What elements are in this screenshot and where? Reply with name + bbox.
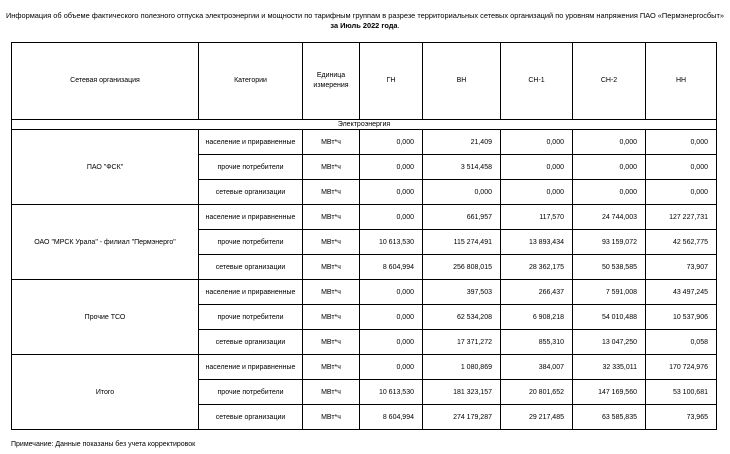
value-cell-sn2: 54 010,488 — [573, 305, 646, 330]
value-cell-gn: 0,000 — [360, 280, 423, 305]
value-cell-sn2: 93 159,072 — [573, 230, 646, 255]
value-cell-vn: 661,957 — [423, 205, 501, 230]
value-cell-sn1: 20 801,652 — [501, 380, 573, 405]
unit-cell: МВт*ч — [303, 305, 360, 330]
footnote: Примечание: Данные показаны без учета корректировок — [11, 441, 196, 448]
value-cell-sn1: 0,000 — [501, 155, 573, 180]
unit-cell: МВт*ч — [303, 355, 360, 380]
value-cell-gn: 0,000 — [360, 205, 423, 230]
value-cell-sn2: 63 585,835 — [573, 405, 646, 430]
unit-cell: МВт*ч — [303, 405, 360, 430]
org-name: Итого — [12, 355, 199, 430]
value-cell-sn1: 13 893,434 — [501, 230, 573, 255]
title-period-dot: . — [397, 21, 400, 30]
value-cell-sn2: 0,000 — [573, 130, 646, 155]
value-cell-nn: 0,000 — [646, 155, 717, 180]
title-line-1: Информация об объеме фактического полезного отпуска электроэнергии и мощности по тарифным группам в разрезе территориальных сетевых организаций по уровням напряжения ПАО «Пермэнергосбыт» — [6, 11, 724, 20]
value-cell-vn: 256 808,015 — [423, 255, 501, 280]
value-cell-nn: 0,000 — [646, 180, 717, 205]
table-row — [12, 355, 717, 380]
value-cell-sn1: 6 908,218 — [501, 305, 573, 330]
category-cell: прочие потребители — [199, 380, 303, 405]
value-cell-gn: 0,000 — [360, 355, 423, 380]
header-unit: Единица измерения — [303, 43, 360, 120]
unit-cell: МВт*ч — [303, 180, 360, 205]
table-row — [12, 130, 717, 155]
unit-cell: МВт*ч — [303, 255, 360, 280]
value-cell-gn: 8 604,994 — [360, 255, 423, 280]
value-cell-vn: 397,503 — [423, 280, 501, 305]
value-cell-vn: 181 323,157 — [423, 380, 501, 405]
category-cell: население и приравненные — [199, 355, 303, 380]
category-cell: прочие потребители — [199, 230, 303, 255]
value-cell-vn: 0,000 — [423, 180, 501, 205]
value-cell-sn2: 7 591,008 — [573, 280, 646, 305]
value-cell-sn1: 266,437 — [501, 280, 573, 305]
value-cell-sn2: 0,000 — [573, 155, 646, 180]
value-cell-gn: 0,000 — [360, 305, 423, 330]
value-cell-nn: 170 724,976 — [646, 355, 717, 380]
header-vn: ВН — [423, 43, 501, 120]
category-cell: прочие потребители — [199, 305, 303, 330]
value-cell-sn2: 50 538,585 — [573, 255, 646, 280]
unit-cell: МВт*ч — [303, 330, 360, 355]
value-cell-nn: 0,000 — [646, 130, 717, 155]
category-cell: сетевые организации — [199, 255, 303, 280]
section-label: Электроэнергия — [12, 120, 717, 130]
header-org: Сетевая организация — [12, 43, 199, 120]
unit-cell: МВт*ч — [303, 280, 360, 305]
value-cell-sn2: 147 169,560 — [573, 380, 646, 405]
value-cell-vn: 21,409 — [423, 130, 501, 155]
value-cell-sn2: 24 744,003 — [573, 205, 646, 230]
category-cell: сетевые организации — [199, 180, 303, 205]
category-cell: сетевые организации — [199, 405, 303, 430]
org-name: ОАО "МРСК Урала" - филиал "Пермэнерго" — [12, 205, 199, 280]
value-cell-gn: 0,000 — [360, 130, 423, 155]
org-name: ПАО "ФСК" — [12, 130, 199, 205]
value-cell-sn1: 384,007 — [501, 355, 573, 380]
value-cell-gn: 0,000 — [360, 155, 423, 180]
value-cell-gn: 8 604,994 — [360, 405, 423, 430]
title-period: за Июль 2022 года — [330, 21, 398, 30]
value-cell-gn: 10 613,530 — [360, 230, 423, 255]
category-cell: прочие потребители — [199, 155, 303, 180]
table-row — [12, 280, 717, 305]
value-cell-nn: 0,058 — [646, 330, 717, 355]
value-cell-sn2: 0,000 — [573, 180, 646, 205]
value-cell-nn: 43 497,245 — [646, 280, 717, 305]
org-name: Прочие ТСО — [12, 280, 199, 355]
category-cell: население и приравненные — [199, 280, 303, 305]
header-gn: ГН — [360, 43, 423, 120]
value-cell-gn: 0,000 — [360, 330, 423, 355]
header-row — [12, 43, 717, 120]
value-cell-gn: 10 613,530 — [360, 380, 423, 405]
value-cell-sn1: 117,570 — [501, 205, 573, 230]
value-cell-sn2: 13 047,250 — [573, 330, 646, 355]
value-cell-nn: 53 100,681 — [646, 380, 717, 405]
value-cell-sn2: 32 335,011 — [573, 355, 646, 380]
title-line-2 — [0, 21, 730, 31]
value-cell-nn: 127 227,731 — [646, 205, 717, 230]
value-cell-vn: 115 274,491 — [423, 230, 501, 255]
value-cell-vn: 274 179,287 — [423, 405, 501, 430]
unit-cell: МВт*ч — [303, 230, 360, 255]
value-cell-sn1: 855,310 — [501, 330, 573, 355]
value-cell-sn1: 29 217,485 — [501, 405, 573, 430]
sales-table — [11, 42, 717, 430]
section-row — [12, 120, 717, 130]
report-title — [0, 11, 730, 31]
value-cell-nn: 73,965 — [646, 405, 717, 430]
value-cell-vn: 62 534,208 — [423, 305, 501, 330]
value-cell-sn1: 28 362,175 — [501, 255, 573, 280]
category-cell: сетевые организации — [199, 330, 303, 355]
unit-cell: МВт*ч — [303, 380, 360, 405]
header-category: Категории — [199, 43, 303, 120]
value-cell-vn: 3 514,458 — [423, 155, 501, 180]
category-cell: население и приравненные — [199, 205, 303, 230]
unit-cell: МВт*ч — [303, 205, 360, 230]
value-cell-vn: 1 080,869 — [423, 355, 501, 380]
unit-cell: МВт*ч — [303, 155, 360, 180]
value-cell-sn1: 0,000 — [501, 130, 573, 155]
value-cell-nn: 42 562,775 — [646, 230, 717, 255]
table-row — [12, 205, 717, 230]
value-cell-vn: 17 371,272 — [423, 330, 501, 355]
category-cell: население и приравненные — [199, 130, 303, 155]
unit-cell: МВт*ч — [303, 130, 360, 155]
value-cell-gn: 0,000 — [360, 180, 423, 205]
value-cell-sn1: 0,000 — [501, 180, 573, 205]
header-sn2: СН-2 — [573, 43, 646, 120]
header-nn: НН — [646, 43, 717, 120]
value-cell-nn: 10 537,906 — [646, 305, 717, 330]
value-cell-nn: 73,907 — [646, 255, 717, 280]
header-sn1: СН-1 — [501, 43, 573, 120]
